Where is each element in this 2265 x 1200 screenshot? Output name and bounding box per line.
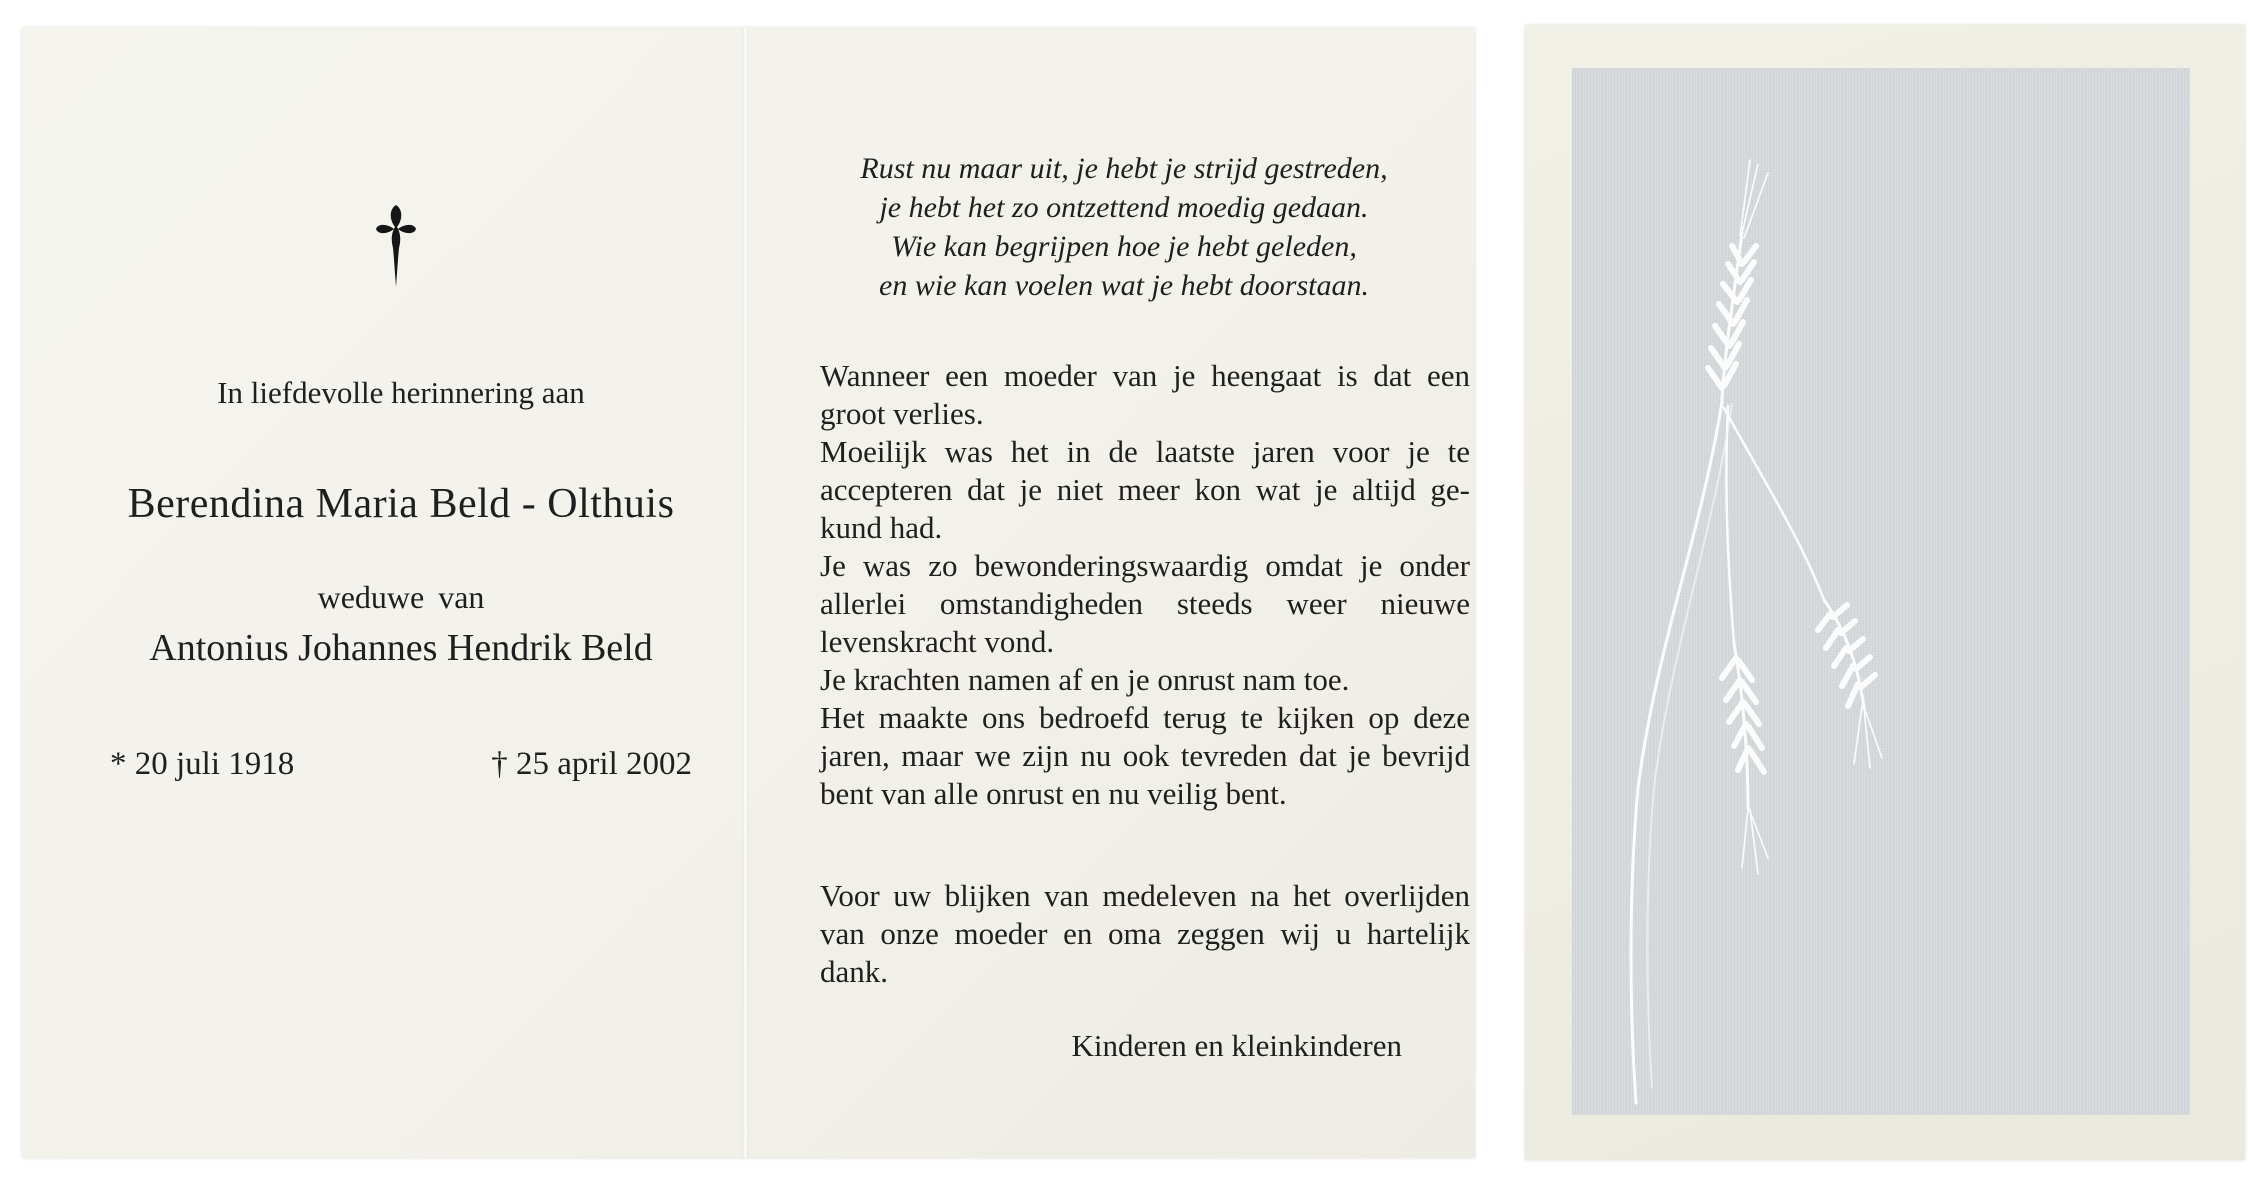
birth-date: * 20 juli 1918 [110,746,295,782]
text-line: jaren, maar we zijn nu ook tevreden dat je bevrijd [820,738,1470,773]
life-dates [110,746,692,783]
signature-line: Kinderen en kleinkinderen [1071,1028,1402,1063]
thanks-paragraph [820,877,1470,991]
text-line: Je krachten namen af en je onrust nam toe. [820,662,1350,697]
paragraph [820,699,1470,813]
wheat-illustration [1572,68,2190,1115]
paragraph [820,357,1470,433]
back-cover-panel [1572,68,2190,1115]
text-line: groot verlies. [820,396,984,431]
paragraph [820,547,1470,661]
memorial-text-column [820,357,1470,1065]
death-date: † 25 april 2002 [491,746,692,782]
text-line: dank. [820,954,889,989]
memorial-text [820,357,1470,813]
text-line: allerlei omstandigheden steeds weer nieuwe [820,586,1470,621]
spouse-name: Antonius Johannes Hendrik Beld [149,627,653,669]
card-inner-spread [22,28,1475,1158]
text-line: bent van alle onrust en nu veilig bent. [820,776,1287,811]
text-line: accepteren dat je niet meer kon wat je altijd ge- [820,472,1470,507]
fold-crease [742,28,749,1158]
text-line: Moeilijk was het in de laatste jaren voor je te [820,434,1470,469]
text-line: en wie kan voelen wat je hebt doorstaan. [879,269,1369,302]
text-line: van onze moeder en oma zeggen wij u hartelijk [820,916,1470,951]
paragraph [820,433,1470,547]
intro-line: In liefdevolle herinnering aan [217,375,585,410]
text-line: kund had. [820,510,943,545]
relation-line: weduwe van [317,579,485,615]
text-line: levenskracht vond. [820,624,1055,659]
paragraph [820,877,1470,991]
text-line: Het maakte ons bedroefd terug te kijken op deze [820,700,1470,735]
text-line: Voor uw blijken van medeleven na het overlijden [820,878,1470,913]
text-line: je hebt het zo ontzettend moedig gedaan. [879,191,1369,224]
cross-icon [374,196,418,296]
text-line: Je was zo bewonderingswaardig omdat je onder [820,548,1470,583]
text-line: Rust nu maar uit, je hebt je strijd gestreden, [860,152,1388,185]
text-line: Wie kan begrijpen hoe je hebt geleden, [891,230,1357,263]
card-back-cover [1525,25,2245,1160]
poem [835,149,1413,305]
text-line: Wanneer een moeder van je heengaat is dat een [820,358,1470,393]
paragraph [820,661,1470,699]
deceased-name: Berendina Maria Beld - Olthuis [127,481,675,527]
